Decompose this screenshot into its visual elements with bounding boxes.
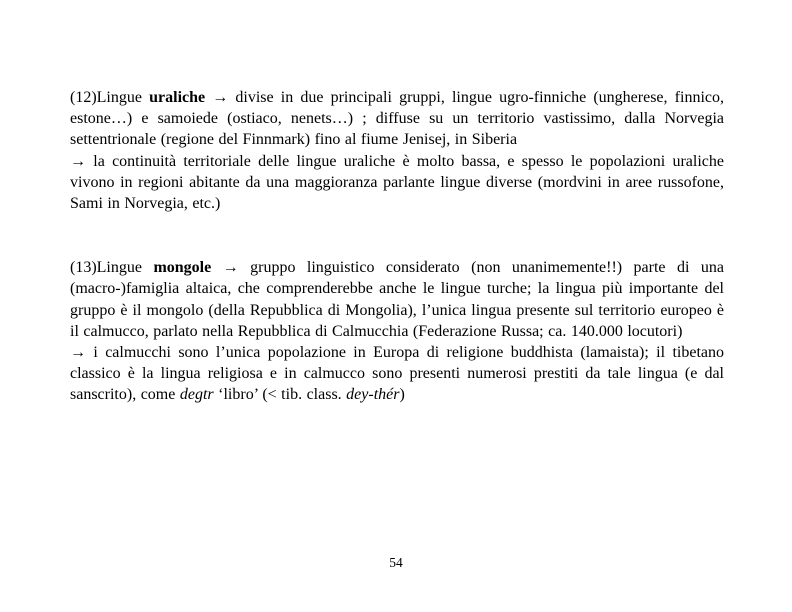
paragraph-12-main: (12)Lingue uraliche → divise in due principali gruppi, lingue ugro-finniche (ungherese, finnico, estone…) e samoiede (ostiaco, nenets…) ; diffuse su un territorio vastissimo, dalla Norvegia settentrionale (regione del Finnmark) fino al fiume Jenisej, in Siberia bbox=[70, 89, 724, 149]
paragraph-13-note: → i calmucchi sono l’unica popolazione in Europa di religione buddhista (lamaista); il tibetano classico è la lingua religiosa e in calmucco sono presenti numerosi prestiti da tale lingua (e dal sanscrito), come degtr ‘libro’ (< tib. class. dey-thér) bbox=[70, 344, 724, 404]
text-content bbox=[70, 87, 724, 406]
page-number: 54 bbox=[389, 555, 403, 570]
paragraph-12 bbox=[70, 87, 724, 214]
paragraph-13 bbox=[70, 257, 724, 405]
paragraph-13-main: (13)Lingue mongole → gruppo linguistico considerato (non unanimemente!!) parte di una (macro-)famiglia altaica, che comprenderebbe anche le lingue turche; la lingua più importante del gruppo è il mongolo (della Repubblica di Mongolia), l’unica lingua presente sul territorio europeo è il calmucco, parlato nella Repubblica di Calmucchia (Federazione Russa; ca. 140.000 locutori) bbox=[70, 259, 724, 340]
paragraph-12-note: → la continuità territoriale delle lingue uraliche è molto bassa, e spesso le popolazioni uraliche vivono in regioni abitante da una maggioranza parlante lingue diverse (mordvini in aree russofone, Sami in Norvegia, etc.) bbox=[70, 152, 724, 213]
